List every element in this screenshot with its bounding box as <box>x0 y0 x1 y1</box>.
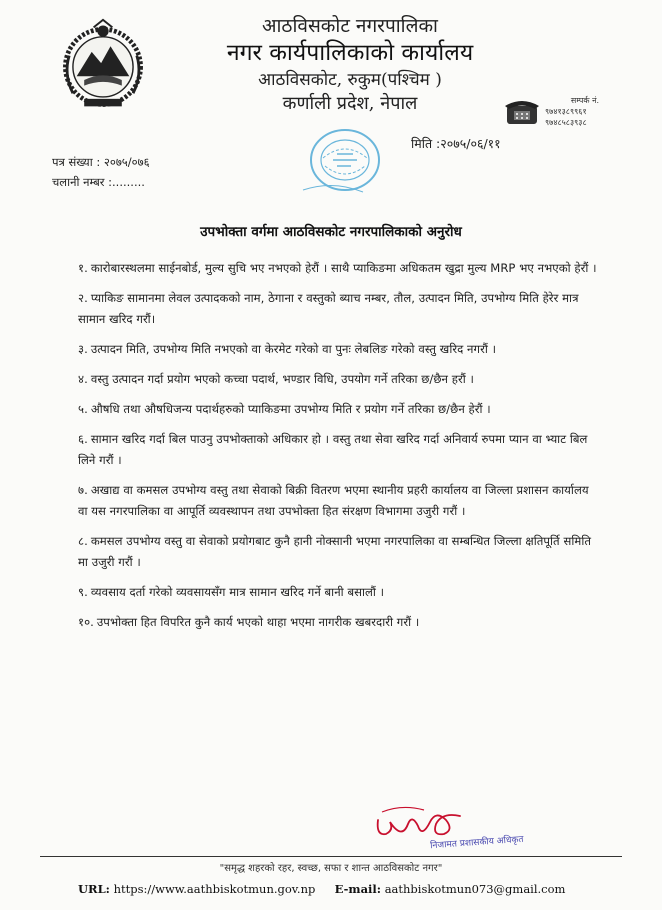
item-text: औषधि तथा औषधिजन्य पदार्थहरुको प्याकिङमा उपभोग्य मिति र प्रयोग गर्ने तरिका छ/छैन हेरौं । <box>90 402 491 416</box>
list-item <box>78 339 598 360</box>
telephone-icon <box>505 98 539 126</box>
contact-phone-1: ९७४१३८९९६१ <box>545 107 587 116</box>
nepal-emblem-icon <box>56 18 150 112</box>
request-list <box>78 258 598 642</box>
letter-number: पत्र संख्या : २०७५/०७६ <box>52 155 150 169</box>
province-name: कर्णाली प्रदेश, नेपाल <box>282 93 418 114</box>
item-text: अखाद्य वा कमसल उपभोग्य वस्तु तथा सेवाको बिक्री वितरण भएमा स्थानीय प्रहरी कार्यालय वा जिल्ला प्रशासन कार्यालय वा यस नगरपालिका वा आपूर्ति व्यवस्थापन तथा उपभोक्ता हित संरक्षण विभागमा उजुरी गरौं । <box>78 483 589 518</box>
item-number: १. <box>78 261 88 275</box>
item-text: सामान खरिद गर्दा बिल पाउनु उपभोक्ताको अधिकार हो । वस्तु तथा सेवा खरिद गर्दा अनिवार्य रुपमा प्यान वा भ्याट बिल लिने गरौं । <box>78 432 588 467</box>
item-text: कमसल उपभोग्य वस्तु वा सेवाको प्रयोगबाट कुनै हानी नोक्सानी भएमा नगरपालिका वा सम्बन्धित जिल्ला क्षतिपूर्ति समिति मा उजुरी गरौं । <box>78 534 591 569</box>
item-number: ७. <box>78 483 88 497</box>
email-link[interactable]: aathbiskotmun073@gmail.com <box>384 882 566 896</box>
dispatch-number: चलानी नम्बर :......... <box>52 175 145 189</box>
document-title: उपभोक्ता वर्गमा आठविसकोट नगरपालिकाको अनुरोध <box>200 224 462 240</box>
item-number: ६. <box>78 432 88 446</box>
item-number: ४. <box>78 372 88 386</box>
item-number: ८. <box>78 534 88 548</box>
item-number: ३. <box>78 342 88 356</box>
signatory-title: निजामत प्रशासकीय अधिकृत <box>429 834 524 852</box>
item-text: उपभोक्ता हित विपरित कुनै कार्य भएको थाहा भएमा नागरीक खबरदारी गरौं । <box>96 615 420 629</box>
office-address: आठविसकोट, रुकुम(पश्चिम ) <box>258 70 442 90</box>
item-text: वस्तु उत्पादन गर्दा प्रयोग भएको कच्चा पदार्थ, भण्डार विधि, उपयोग गर्ने तरिका छ/छैन हरौं । <box>90 372 474 386</box>
url-label: URL: <box>78 882 110 896</box>
office-name: नगर कार्यपालिकाको कार्यालय <box>226 40 474 66</box>
footer-slogan: "समृद्ध शहरको रहर, स्वच्छ, सफा र शान्त आठविसकोट नगर" <box>219 863 443 874</box>
item-number: ५. <box>78 402 88 416</box>
list-item <box>78 288 598 330</box>
list-item <box>78 429 598 471</box>
list-item <box>78 531 598 573</box>
office-stamp-icon <box>293 120 393 198</box>
item-number: ९. <box>78 585 88 599</box>
item-text: प्याकिङ सामानमा लेवल उत्पादकको नाम, ठेगाना र वस्तुको ब्याच नम्बर, तौल, उत्पादन मिति, उपभोग्य मिति हेरेर मात्र सामान खरिद गरौं। <box>78 291 579 326</box>
reference-block <box>52 152 150 192</box>
list-item <box>78 582 598 603</box>
list-item <box>78 399 598 420</box>
footer-divider <box>40 856 622 857</box>
website-link[interactable]: https://www.aathbiskotmun.gov.np <box>113 882 316 896</box>
item-text: कारोबारस्थलमा साईनबोर्ड, मुल्य सुचि भए नभएको हेरौं । साथै प्याकिङमा अधिकतम खुद्रा मुल्य MRP भए नभएको हेरौं । <box>90 261 597 275</box>
list-item <box>78 369 598 390</box>
list-item <box>78 480 598 522</box>
item-number: १०. <box>78 615 94 629</box>
contact-phone-2: ९७४८५८३९३८ <box>545 118 587 127</box>
item-text: व्यवसाय दर्ता गरेको व्यवसायसँग मात्र सामान खरिद गर्ने बानी बसालौं । <box>90 585 385 599</box>
letter-date: मिति :२०७५/०६/११ <box>411 136 501 151</box>
item-number: २. <box>78 291 88 305</box>
list-item <box>78 258 598 279</box>
email-label: E-mail: <box>334 882 382 896</box>
item-text: उत्पादन मिति, उपभोग्य मिति नभएको वा केरमेट गरेको वा पुनः लेबलिङ गरेको वस्तु खरिद नगरौं । <box>90 342 497 356</box>
contact-label: सम्पर्क नं. <box>570 96 600 105</box>
list-item <box>78 612 598 633</box>
contact-numbers <box>545 95 625 128</box>
letterhead <box>190 14 510 116</box>
footer-contacts <box>78 882 565 896</box>
municipality-name: आठविसकोट नगरपालिका <box>262 15 438 37</box>
